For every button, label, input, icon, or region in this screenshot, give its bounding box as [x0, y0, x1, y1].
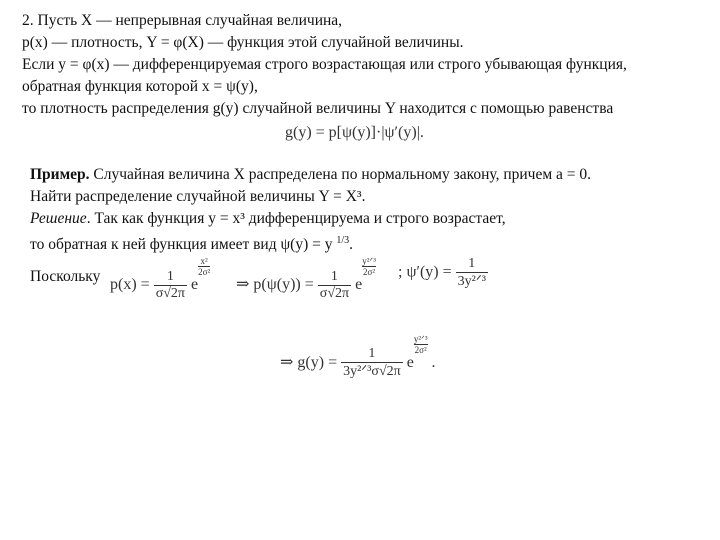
exponent-3: [414, 334, 428, 355]
normal-density-formula: [110, 256, 210, 302]
example-text-4-end: .: [349, 236, 354, 254]
p-psi-label: ⇒ p(ψ(y)) =: [236, 276, 318, 293]
fraction-4: [341, 346, 403, 380]
psi-prime-formula: [398, 256, 488, 290]
exponent-1: [198, 256, 210, 277]
fraction-3-num: 1: [456, 256, 488, 273]
fraction-2-num: 1: [318, 269, 351, 286]
solution-label: Решение: [30, 210, 87, 227]
fraction-1-den: σ√2π: [155, 285, 185, 301]
since-label: Поскольку: [30, 268, 101, 285]
text-line-2: p(x) — плотность, Y = φ(X) — функция этой случайной величины.: [22, 34, 464, 51]
psi-prime-label: ; ψ′(y) =: [398, 263, 456, 281]
exponent-3-den: 2σ²: [414, 345, 427, 355]
example-line-2: Найти распределение случайной величины Y = X³.: [30, 188, 366, 205]
text-line-4: обратная функция которой x = ψ(y),: [22, 78, 258, 95]
exponent-2-den: 2σ²: [363, 267, 376, 277]
exponent-3-num: y²ᐟ³: [413, 334, 428, 344]
fraction-4-num: 1: [341, 346, 403, 363]
result-density-formula: [280, 334, 436, 380]
text-line-3: Если y = φ(x) — дифференцируемая строго возрастающая или строго убывающая функция,: [22, 56, 627, 73]
fraction-1: [154, 269, 187, 302]
exponent-one-third: 1/3: [336, 235, 350, 246]
fraction-4-den: 3y²ᐟ³σ√2π: [343, 364, 401, 380]
fraction-1-num: 1: [154, 269, 187, 286]
example-line-3: [30, 210, 506, 228]
p-psi-formula: [236, 256, 376, 302]
exponent-1-den: 2σ²: [198, 267, 211, 277]
text-line-1: 2. Пусть X — непрерывная случайная величина,: [22, 12, 343, 29]
exp-e-1: e: [191, 276, 199, 293]
example-text-4: то обратная к ней функция имеет вид ψ(y) = y: [30, 236, 337, 254]
density-transform-formula: g(y) = p[ψ(y)]·|ψ′(y)|.: [285, 124, 424, 141]
fraction-2-den: σ√2π: [319, 285, 350, 301]
exp-e-2: e: [355, 276, 363, 293]
exp-e-3: e: [406, 354, 414, 371]
gy-label: ⇒ g(y) =: [280, 354, 342, 371]
exponent-2-num: y²ᐟ³: [362, 256, 376, 266]
fraction-2: [318, 269, 351, 302]
example-line-4: [30, 232, 353, 254]
fraction-3: [456, 256, 488, 290]
exponent-1-num: x²: [198, 256, 210, 267]
px-label: p(x) =: [110, 276, 154, 293]
text-line-5: то плотность распределения g(y) случайной величины Y находится с помощью равенства: [22, 100, 614, 117]
example-label: Пример.: [30, 166, 90, 183]
final-period: .: [431, 354, 436, 371]
example-text-3: . Так как функция y = x³ дифференцируема и строго возрастает,: [86, 210, 506, 227]
fraction-3-den: 3y²ᐟ³: [457, 274, 486, 289]
example-text-1: Случайная величина X распределена по нормальному закону, причем a = 0.: [89, 166, 592, 183]
exponent-2: [362, 256, 376, 277]
example-line-1: [30, 166, 591, 184]
